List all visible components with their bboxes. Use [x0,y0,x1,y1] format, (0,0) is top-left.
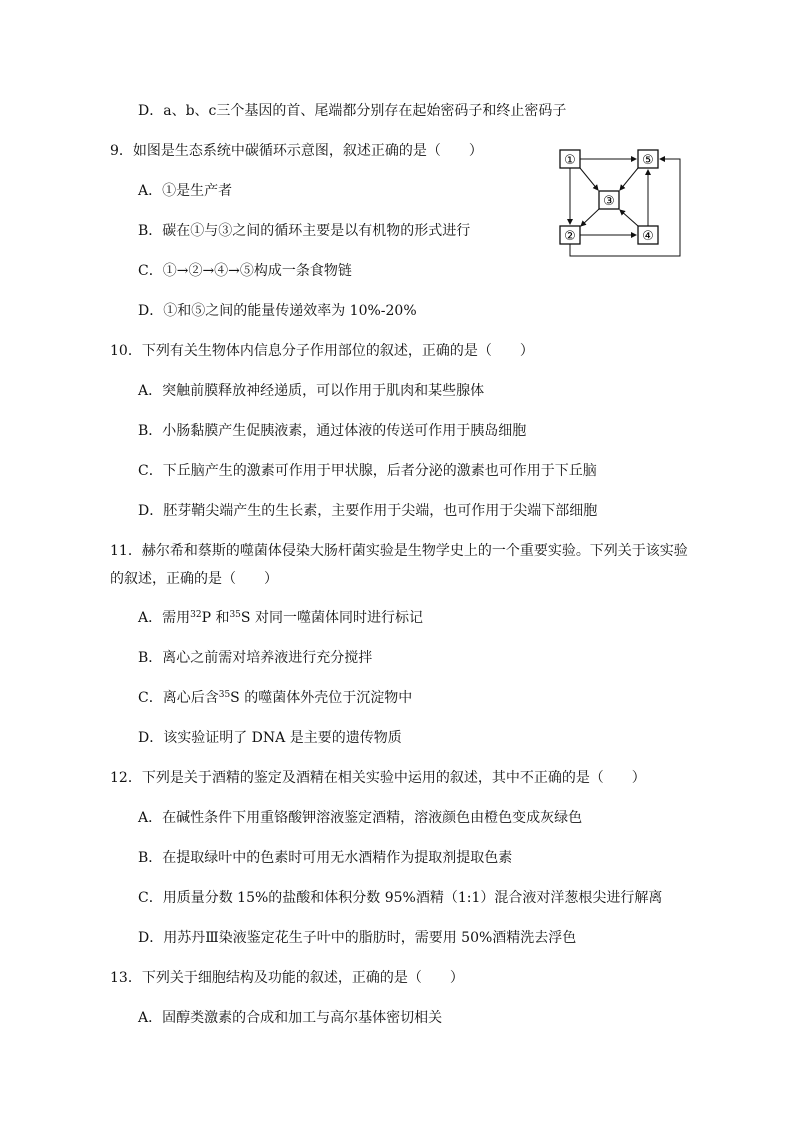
q11-stem-line1: 11．赫尔希和蔡斯的噬菌体侵染大肠杆菌实验是生物学史上的一个重要实验。下列关于该实验 [110,543,688,559]
q9-option-d: D．①和⑤之间的能量传递效率为 10%-20% [138,303,417,319]
q10-option-b: B．小肠黏膜产生促胰液素，通过体液的传送可作用于胰岛细胞 [138,423,527,439]
isotope-mass-35: 35 [218,690,231,700]
q12-option-b: B．在提取绿叶中的色素时可用无水酒精作为提取剂提取色素 [138,850,513,866]
node-label-3: ③ [603,194,615,209]
q12-option-c: C．用质量分数 15%的盐酸和体积分数 95%酒精（1:1）混合液对洋葱根尖进行解离 [138,890,663,906]
q10-option-d: D．胚芽鞘尖端产生的生长素，主要作用于尖端，也可作用于尖端下部细胞 [138,503,598,519]
q11-option-c-suffix: S 的噬菌体外壳位于沉淀物中 [230,690,413,706]
q11-option-a-prefix: A．需用 [138,610,191,626]
node-label-2: ② [564,229,576,244]
q9-stem: 9．如图是生态系统中碳循环示意图，叙述正确的是（ ） [110,143,483,159]
q12-stem: 12．下列是关于酒精的鉴定及酒精在相关实验中运用的叙述，其中不正确的是（ ） [110,770,646,786]
arrow-2-to-5-loop [570,159,680,256]
q13-option-a: A．固醇类激素的合成和加工与高尔基体密切相关 [138,1010,443,1026]
q13-stem: 13．下列关于细胞结构及功能的叙述，正确的是（ ） [110,970,464,986]
carbon-cycle-diagram [556,146,686,262]
q12-option-d: D．用苏丹Ⅲ染液鉴定花生子叶中的脂肪时，需要用 50%酒精洗去浮色 [138,930,577,946]
q10-option-c: C．下丘脑产生的激素可作用于甲状腺，后者分泌的激素也可作用于下丘脑 [138,463,597,479]
q11-option-c [138,689,412,707]
q12-option-a: A．在碱性条件下用重铬酸钾溶液鉴定酒精，溶液颜色由橙色变成灰绿色 [138,810,583,826]
q11-option-a-suffix: S 对同一噬菌体同时进行标记 [240,610,423,626]
q9-option-c: C．①→②→④→⑤构成一条食物链 [138,263,352,279]
q11-stem-line2: 的叙述，正确的是（ ） [110,571,278,587]
q11-option-a-middle: P 和 [201,610,230,626]
arrow-4-to-3 [620,210,638,226]
q11-option-c-prefix: C．离心后含 [138,690,219,706]
node-label-4: ④ [642,229,654,244]
node-label-5: ⑤ [642,153,654,168]
q9-option-a: A．①是生产者 [138,183,233,199]
arrow-5-to-3 [620,168,638,190]
isotope-mass-32: 32 [190,610,202,620]
q10-stem: 10．下列有关生物体内信息分子作用部位的叙述，正确的是（ ） [110,343,534,359]
q8-option-d: D．a、b、c三个基因的首、尾端都分别存在起始密码子和终止密码子 [138,103,567,119]
arrow-3-to-2 [581,209,599,226]
node-label-1: ① [564,153,576,168]
q11-option-d: D．该实验证明了 DNA 是主要的遗传物质 [138,730,402,746]
q11-option-b: B．离心之前需对培养液进行充分搅拌 [138,650,373,666]
arrow-1-to-3 [580,168,598,190]
q11-option-a [138,609,423,627]
q9-option-b: B．碳在①与③之间的循环主要是以有机物的形式进行 [138,223,471,239]
isotope-mass-35: 35 [229,610,241,620]
q10-option-a: A．突触前膜释放神经递质，可以作用于肌肉和某些腺体 [138,383,485,399]
